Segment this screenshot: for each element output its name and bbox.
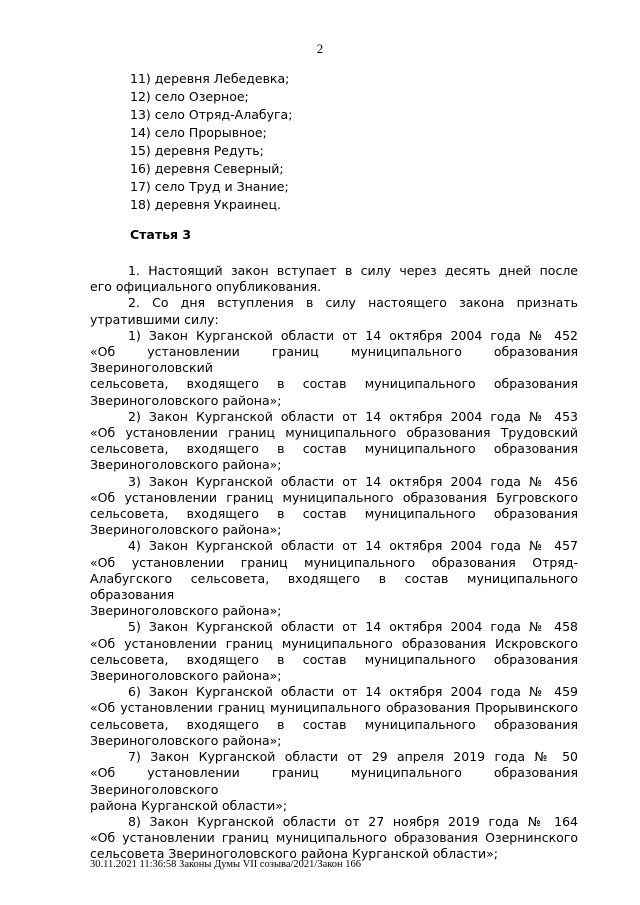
paragraph-line: 4) Закон Курганской области от 14 октября 2004 года № 457 <box>128 538 578 554</box>
list-item: 17) село Труд и Знание; <box>130 179 289 194</box>
paragraph-line: 8) Закон Курганской области от 27 ноября 2019 года № 164 <box>128 813 578 829</box>
paragraph-line: его официального опубликования. <box>90 279 322 295</box>
paragraph-line: «Об установлении границ муниципального образования Трудовский <box>90 425 578 441</box>
article-paragraph <box>90 263 578 295</box>
list-item: 15) деревня Редуть; <box>130 143 264 158</box>
paragraph-line: 3) Закон Курганской области от 14 октября 2004 года № 456 <box>128 473 578 489</box>
paragraph-line: утратившими силу: <box>90 311 219 327</box>
paragraph-line: «Об установлении границ муниципального образования Звериноголовского <box>90 765 578 797</box>
article-paragraph <box>90 474 578 539</box>
paragraph-line: 5) Закон Курганской области от 14 октября 2004 года № 458 <box>128 619 578 635</box>
list-item: 13) село Отряд-Алабуга; <box>130 107 293 122</box>
paragraph-line: сельсовета, входящего в состав муниципального образования <box>90 506 578 522</box>
paragraph-line: Звериноголовского района»; <box>90 668 282 684</box>
village-list <box>130 70 292 214</box>
page-number: 2 <box>316 41 324 56</box>
paragraph-line: 6) Закон Курганской области от 14 октября 2004 года № 459 <box>128 684 578 700</box>
paragraph-line: «Об установлении границ муниципального образования Бугровского <box>90 489 578 505</box>
article-heading: Статья 3 <box>130 227 192 242</box>
article-body <box>90 263 578 863</box>
paragraph-line: Звериноголовского района»; <box>90 732 282 748</box>
paragraph-line: «Об установлении границ муниципального образования Отряд- <box>90 554 578 570</box>
paragraph-line: сельсовета, входящего в состав муниципального образования <box>90 441 578 457</box>
paragraph-line: сельсовета, входящего в состав муниципального образования <box>90 651 578 667</box>
list-item: 11) деревня Лебедевка; <box>130 71 290 86</box>
paragraph-line: Алабугского сельсовета, входящего в состав муниципального образования <box>90 570 578 603</box>
paragraph-line: Звериноголовского района»; <box>90 392 282 408</box>
paragraph-line: «Об установлении границ муниципального образования Озернинского <box>90 830 578 846</box>
article-paragraph <box>90 328 578 409</box>
paragraph-line: Звериноголовского района»; <box>90 457 282 473</box>
article-paragraph <box>90 295 578 327</box>
article-paragraph <box>90 814 578 863</box>
article-paragraph <box>90 619 578 684</box>
article-paragraph <box>90 409 578 474</box>
list-item: 16) деревня Северный; <box>130 161 284 176</box>
paragraph-line: Звериноголовского района»; <box>90 522 282 538</box>
paragraph-line: «Об установлении границ муниципального образования Искровского <box>90 635 578 651</box>
paragraph-line: сельсовета, входящего в состав муниципального образования <box>90 716 578 732</box>
paragraph-line: сельсовета, входящего в состав муниципального образования <box>90 376 578 392</box>
paragraph-line: 2) Закон Курганской области от 14 октября 2004 года № 453 <box>128 408 578 424</box>
paragraph-line: 1. Настоящий закон вступает в силу через десять дней после <box>128 263 578 278</box>
paragraph-line: 2. Со дня вступления в силу настоящего закона признать <box>128 295 578 311</box>
list-item: 12) село Озерное; <box>130 89 249 104</box>
paragraph-line: «Об установлении границ муниципального образования Звериноголовский <box>90 344 578 376</box>
article-paragraph <box>90 684 578 749</box>
paragraph-line: района Курганской области»; <box>90 797 288 813</box>
paragraph-line: 7) Закон Курганской области от 29 апреля 2019 года № 50 <box>128 749 578 765</box>
paragraph-line: Звериноголовского района»; <box>90 603 282 619</box>
article-paragraph <box>90 538 578 619</box>
article-paragraph <box>90 749 578 814</box>
footer-stamp: 30.11.2021 11:36:58 Законы Думы VII созыва/2021/Закон 166 <box>90 859 362 870</box>
paragraph-line: сельсовета Звериноголовского района Курганской области»; <box>90 846 498 862</box>
paragraph-line: 1) Закон Курганской области от 14 октября 2004 года № 452 <box>128 327 578 343</box>
list-item: 14) село Прорывное; <box>130 125 267 140</box>
list-item: 18) деревня Украинец. <box>130 197 281 212</box>
paragraph-line: «Об установлении границ муниципального образования Прорывинского <box>90 700 578 716</box>
